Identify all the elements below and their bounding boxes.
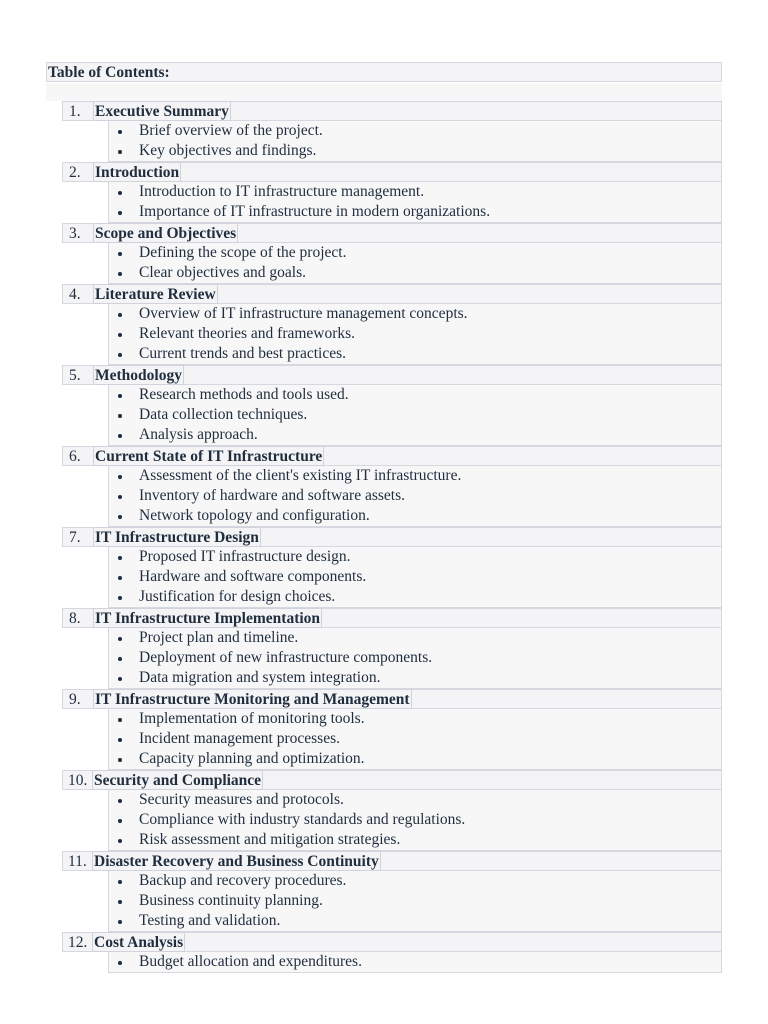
section-number: 3. <box>69 225 81 242</box>
bullet-text: Business continuity planning. <box>139 892 323 909</box>
bullet-item <box>109 891 721 911</box>
section-heading <box>62 284 722 304</box>
section-bullet-list <box>108 466 722 527</box>
bullet-item <box>109 324 721 344</box>
bullet-item <box>109 243 721 263</box>
bullet-text: Introduction to IT infrastructure management. <box>139 183 425 200</box>
bullet-text: Justification for design choices. <box>139 588 336 605</box>
section-number: 1. <box>69 103 81 120</box>
bullet-icon <box>118 677 122 681</box>
bullet-text: Importance of IT infrastructure in modern organizations. <box>139 203 491 220</box>
bullet-icon <box>118 920 122 924</box>
section-bullet-list <box>108 790 722 851</box>
section-title: IT Infrastructure Implementation <box>95 610 321 627</box>
section-heading <box>62 932 722 952</box>
bullet-item <box>109 344 721 364</box>
bullet-item <box>109 385 721 405</box>
bullet-text: Overview of IT infrastructure management concepts. <box>139 305 468 322</box>
section-heading <box>62 365 722 385</box>
bullet-icon <box>118 576 122 580</box>
toc-section <box>62 851 722 932</box>
section-bullet-list <box>108 547 722 608</box>
bullet-text: Clear objectives and goals. <box>139 264 307 281</box>
bullet-icon <box>118 900 122 904</box>
bullet-icon <box>118 353 122 357</box>
bullet-icon <box>118 252 122 256</box>
toc-section <box>62 101 722 162</box>
toc-section <box>62 932 722 973</box>
bullet-item <box>109 202 721 222</box>
bullet-item <box>109 668 721 688</box>
toc-section <box>62 770 722 851</box>
bullet-icon <box>118 961 122 965</box>
bullet-icon <box>118 839 122 843</box>
section-bullet-list <box>108 304 722 365</box>
bullet-text: Testing and validation. <box>139 912 281 929</box>
section-bullet-list <box>108 385 722 446</box>
toc-section <box>62 689 722 770</box>
bullet-text: Backup and recovery procedures. <box>139 872 347 889</box>
bullet-text: Incident management processes. <box>139 730 340 747</box>
toc-list <box>62 101 722 973</box>
bullet-text: Capacity planning and optimization. <box>139 750 365 767</box>
bullet-text: Implementation of monitoring tools. <box>139 710 365 727</box>
section-title: IT Infrastructure Monitoring and Management <box>95 691 410 708</box>
section-heading <box>62 446 722 466</box>
bullet-icon <box>118 718 122 722</box>
bullet-text: Assessment of the client's existing IT infrastructure. <box>139 467 462 484</box>
bullet-item <box>109 648 721 668</box>
bullet-text: Project plan and timeline. <box>139 629 299 646</box>
bullet-item <box>109 911 721 931</box>
bullet-item <box>109 263 721 283</box>
bullet-text: Budget allocation and expenditures. <box>139 953 362 970</box>
section-bullet-list <box>108 628 722 689</box>
toc-section <box>62 527 722 608</box>
section-heading <box>62 223 722 243</box>
bullet-text: Hardware and software components. <box>139 568 367 585</box>
toc-section <box>62 365 722 446</box>
bullet-item <box>109 304 721 324</box>
bullet-item <box>109 547 721 567</box>
bullet-item <box>109 141 721 161</box>
bullet-icon <box>118 556 122 560</box>
bullet-text: Security measures and protocols. <box>139 791 344 808</box>
toc-spacer <box>46 83 722 101</box>
bullet-text: Research methods and tools used. <box>139 386 349 403</box>
bullet-item <box>109 121 721 141</box>
section-title: Introduction <box>95 164 180 181</box>
section-title: IT Infrastructure Design <box>95 529 259 546</box>
bullet-icon <box>118 515 122 519</box>
bullet-text: Deployment of new infrastructure components. <box>139 649 433 666</box>
section-title: Methodology <box>95 367 182 384</box>
section-heading <box>62 101 722 121</box>
section-number: 5. <box>69 367 81 384</box>
bullet-item <box>109 628 721 648</box>
bullet-text: Brief overview of the project. <box>139 122 323 139</box>
bullet-icon <box>118 596 122 600</box>
bullet-text: Compliance with industry standards and regulations. <box>139 811 466 828</box>
bullet-icon <box>118 819 122 823</box>
toc-section <box>62 608 722 689</box>
bullet-text: Defining the scope of the project. <box>139 244 347 261</box>
section-number: 6. <box>69 448 81 465</box>
bullet-item <box>109 506 721 526</box>
bullet-icon <box>118 799 122 803</box>
bullet-text: Risk assessment and mitigation strategies. <box>139 831 401 848</box>
bullet-icon <box>118 738 122 742</box>
section-number: 4. <box>69 286 81 303</box>
bullet-icon <box>118 414 122 418</box>
toc-section <box>62 162 722 223</box>
bullet-item <box>109 425 721 445</box>
section-heading <box>62 608 722 628</box>
bullet-item <box>109 587 721 607</box>
section-heading <box>62 527 722 547</box>
section-bullet-list <box>108 182 722 223</box>
toc-section <box>62 446 722 527</box>
bullet-icon <box>118 880 122 884</box>
bullet-text: Relevant theories and frameworks. <box>139 325 356 342</box>
toc-section <box>62 284 722 365</box>
bullet-text: Data collection techniques. <box>139 406 308 423</box>
bullet-text: Network topology and configuration. <box>139 507 370 524</box>
bullet-text: Key objectives and findings. <box>139 142 317 159</box>
section-bullet-list <box>108 709 722 770</box>
section-title: Security and Compliance <box>94 772 262 789</box>
toc-section <box>62 223 722 284</box>
bullet-text: Analysis approach. <box>139 426 258 443</box>
bullet-text: Inventory of hardware and software assets. <box>139 487 405 504</box>
section-number: 11. <box>68 853 87 870</box>
section-number: 8. <box>69 610 81 627</box>
bullet-text: Current trends and best practices. <box>139 345 347 362</box>
bullet-icon <box>118 758 122 762</box>
section-number: 12. <box>68 934 88 951</box>
section-number: 7. <box>69 529 81 546</box>
bullet-icon <box>118 394 122 398</box>
bullet-icon <box>118 211 122 215</box>
bullet-item <box>109 567 721 587</box>
section-heading <box>62 770 722 790</box>
section-heading <box>62 162 722 182</box>
section-bullet-list <box>108 952 722 973</box>
bullet-text: Data migration and system integration. <box>139 669 381 686</box>
bullet-icon <box>118 657 122 661</box>
bullet-icon <box>118 191 122 195</box>
bullet-icon <box>118 272 122 276</box>
bullet-icon <box>118 333 122 337</box>
bullet-icon <box>118 150 122 154</box>
section-number: 9. <box>69 691 81 708</box>
section-title: Scope and Objectives <box>95 225 237 242</box>
bullet-item <box>109 729 721 749</box>
bullet-item <box>109 790 721 810</box>
bullet-icon <box>118 495 122 499</box>
bullet-item <box>109 709 721 729</box>
section-bullet-list <box>108 871 722 932</box>
bullet-item <box>109 182 721 202</box>
section-title: Disaster Recovery and Business Continuity <box>94 853 379 870</box>
bullet-item <box>109 871 721 891</box>
section-bullet-list <box>108 121 722 162</box>
bullet-item <box>109 486 721 506</box>
toc-heading: Table of Contents: <box>46 62 722 82</box>
section-heading <box>62 689 722 709</box>
section-title: Literature Review <box>95 286 216 303</box>
bullet-icon <box>118 637 122 641</box>
bullet-icon <box>118 434 122 438</box>
section-number: 2. <box>69 164 81 181</box>
bullet-item <box>109 830 721 850</box>
bullet-icon <box>118 130 122 134</box>
bullet-item <box>109 405 721 425</box>
bullet-icon <box>118 313 122 317</box>
section-title: Executive Summary <box>95 103 229 120</box>
bullet-item <box>109 952 721 972</box>
bullet-item <box>109 466 721 486</box>
bullet-text: Proposed IT infrastructure design. <box>139 548 351 565</box>
section-title: Current State of IT Infrastructure <box>95 448 323 465</box>
section-title: Cost Analysis <box>94 934 184 951</box>
bullet-item <box>109 749 721 769</box>
section-bullet-list <box>108 243 722 284</box>
section-heading <box>62 851 722 871</box>
bullet-item <box>109 810 721 830</box>
section-number: 10. <box>68 772 88 789</box>
bullet-icon <box>118 475 122 479</box>
